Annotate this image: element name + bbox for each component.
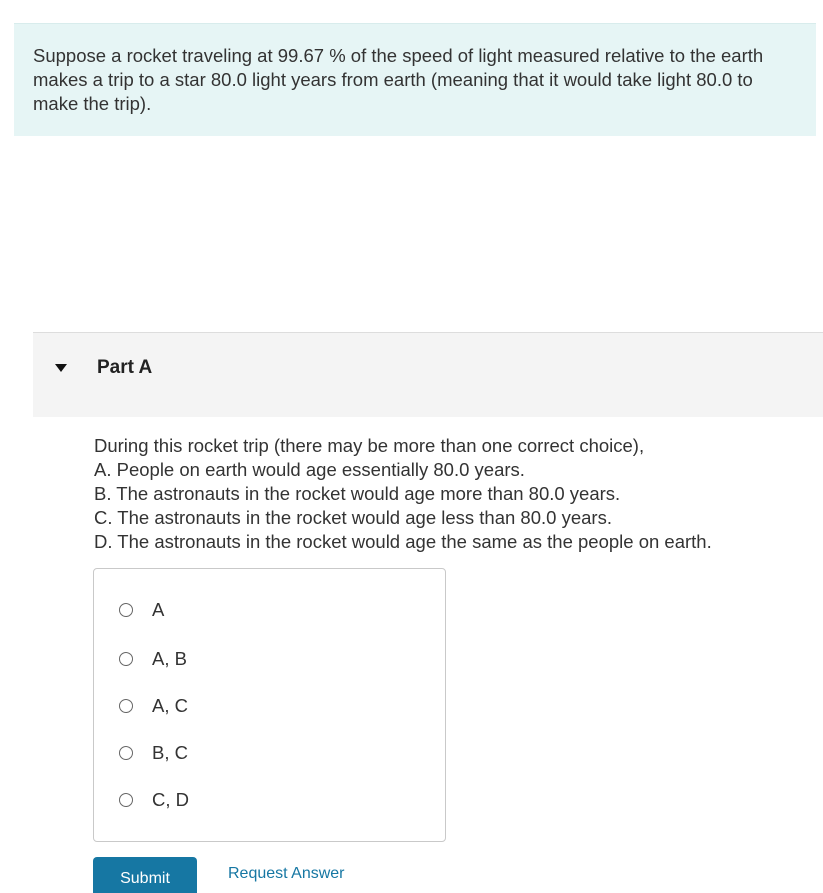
choice-label: B, C [152, 742, 188, 763]
question-line: D. The astronauts in the rocket would age the same as the people on earth. [94, 531, 712, 552]
request-answer-link[interactable]: Request Answer [228, 865, 345, 882]
choice-a-c[interactable] [119, 694, 188, 718]
problem-intro [14, 23, 816, 136]
radio-button[interactable] [119, 652, 133, 666]
choice-label: A [152, 599, 165, 620]
problem-statement: Suppose a rocket traveling at 99.67 % of the speed of light measured relative to the earth makes a trip to a star 80.0 light years from earth (meaning that it would take light 80.0 to make the trip). [33, 45, 764, 114]
choice-label: A, C [152, 695, 188, 716]
question-line: During this rocket trip (there may be more than one correct choice), [94, 435, 645, 456]
part-a-header[interactable] [33, 332, 823, 417]
question-line: A. People on earth would age essentially 80.0 years. [94, 459, 525, 480]
question-line: C. The astronauts in the rocket would age less than 80.0 years. [94, 507, 612, 528]
radio-button[interactable] [119, 793, 133, 807]
part-title: Part A [97, 357, 153, 378]
choice-label: C, D [152, 789, 189, 810]
choice-c-d[interactable] [119, 788, 189, 812]
question-text [94, 434, 794, 554]
submit-button[interactable]: Submit [93, 857, 197, 893]
choice-a[interactable] [119, 598, 164, 622]
radio-button[interactable] [119, 699, 133, 713]
question-line: B. The astronauts in the rocket would age more than 80.0 years. [94, 483, 621, 504]
radio-button[interactable] [119, 746, 133, 760]
choice-b-c[interactable] [119, 741, 188, 765]
choice-label: A, B [152, 648, 187, 669]
choice-a-b[interactable] [119, 647, 187, 671]
answer-choices [93, 568, 446, 842]
radio-button[interactable] [119, 603, 133, 617]
caret-down-icon[interactable] [55, 364, 67, 372]
